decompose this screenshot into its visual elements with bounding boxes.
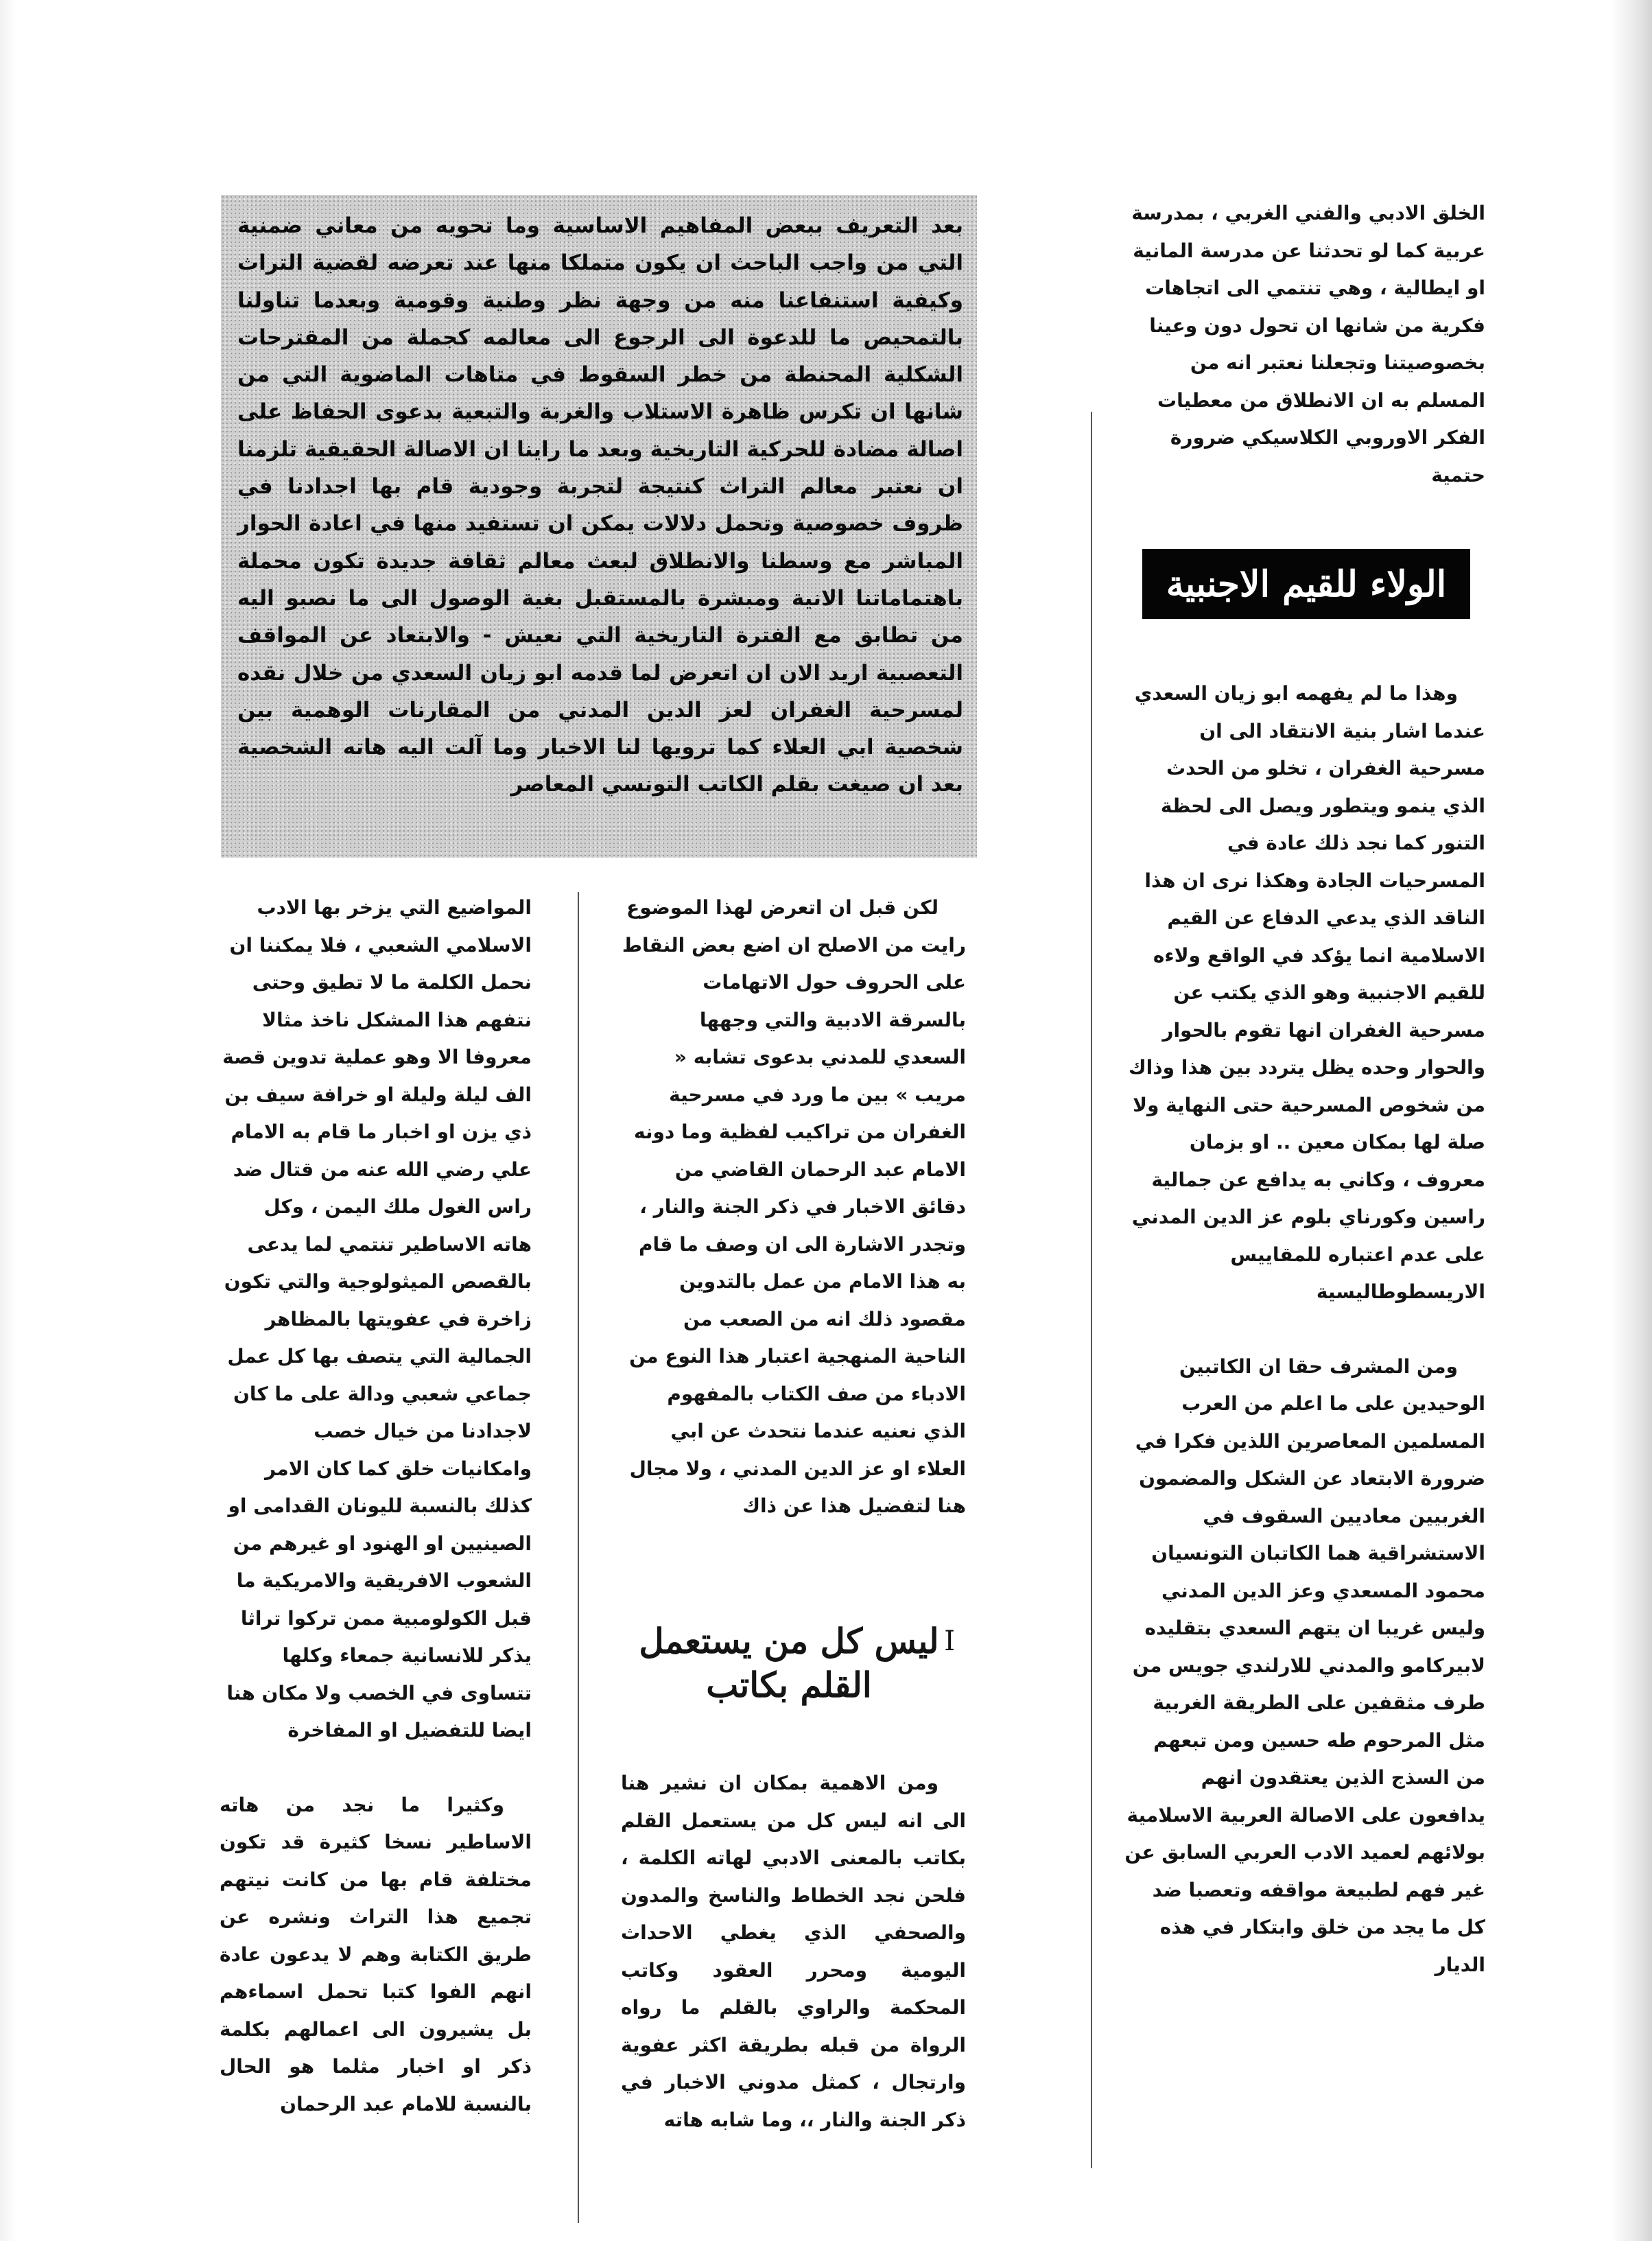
- subheading-number: I: [944, 1626, 955, 1657]
- scan-page-edge: [1611, 0, 1652, 2241]
- right-column-paragraph: وهذا ما لم يفهمه ابو زيان السعدي عندما اشار بنية الانتقاد الى ان مسرحية الغفران ، تخلو من الحدث الذي ينمو ويتطور ويصل الى لحظة التنور كما نجد ذلك عادة في المسرحيات الجادة وهكذا نرى ان هذا الناقد الذي يدعي الدفاع عن القيم الاسلامية انما يؤكد في الواقع ولاءه للقيم الاجنبية وهو الذي يكتب عن مسرحية الغفران انها تقوم بالحوار والحوار وحده يظل يتردد بين هذا وذاك من شخوص المسرحية حتى النهاية ولا صلة لها بمكان معين .. او بزمان معروف ، وكاني به يدافع عن جمالية راسين وكورناي بلوم عز الدين المدني على عدم اعتباره للمقاييس الاريسطوطاليسية: [1129, 682, 1485, 1303]
- shaded-intro-text: بعد التعريف ببعض المفاهيم الاساسية وما تحويه من معاني ضمنية التي من واجب الباحث ان يكون متملكا منها عند تعرضه لقضية التراث وكيفية استنفاعنا منه من وجهة نظر وطنية وقومية وبعدما تناولنا بالتمحيص ما للدعوة الى الرجوع الى معالمه كجملة من المقترحات الشكلية المحنطة من خطر السقوط في متاهات الماضوية التي من شانها ان تكرس ظاهرة الاستلاب والغربة والتبعية بدعوى الحفاظ على اصالة مضادة للحركية التاريخية وبعد ما راينا ان الاصالة الحقيقية تلزمنا ان نعتبر معالم التراث كنتيجة لتجربة وجودية قام بها اجدادنا في ظروف خصوصية وتحمل دلالات يمكن ان تستفيد منها في اعادة الحوار المباشر مع وسطنا والانطلاق لبعث معالم ثقافة جديدة تكون محملة باهتماماتنا الانية ومبشرة بالمستقبل بغية الوصول الى ما نصبو اليه من تطابق مع الفترة التاريخية التي نعيش - والابتعاد عن المواقف التعصبية اريد الان ان اتعرض لما قدمه ابو زيان السعدي من خلال نقده لمسرحية الغفران لعز الدين المدني من المقارنات الوهمية بين شخصية ابي العلاء كما ترويها لنا الاخبار وما آلت اليه هاته الشخصية بعد ان صيغت بقلم الكاتب التونسي المعاصر: [237, 213, 963, 797]
- subheading-text: ليس كل من يستعمل القلم بكاتب: [639, 1621, 939, 1705]
- right-column-intro: الخلق الادبي والفني الغربي ، بمدرسة عربية كما لو تحدثنا عن مدرسة المانية او ايطالية ، وهي تنتمي الى اتجاهات فكرية من شانها ان تحول دون وعينا بخصوصيتنا وتجعلنا نعتبر انه من المسلم به ان الانطلاق من معطيات الفكر الاوروبي الكلاسيكي ضرورة حتمية: [1131, 202, 1485, 486]
- left-column-paragraph: المواضيع التي يزخر بها الادب الاسلامي الشعبي ، فلا يمكننا ان نحمل الكلمة ما لا تطيق وحتى نتفهم هذا المشكل ناخذ مثالا معروفا الا وهو عملية تدوين قصة الف ليلة وليلة او خرافة سيف بن ذي يزن او اخبار ما قام به الامام علي رضي الله عنه من قتال ضد راس الغول ملك اليمن ، وكل هاته الاساطير تنتمي لما يدعى بالقصص الميثولوجية والتي تكون زاخرة في عفويتها بالمظاهر الجمالية التي يتصف بها كل عمل جماعي شعبي ودالة على ما كان لاجدادنا من خيال خصب وامكانيات خلق كما كان الامر كذلك بالنسبة لليونان القدامى او الصينيين او الهنود او غيرهم من الشعوب الافريقية والامريكية ما قبل الكولومبية ممن تركوا تراثا يذكر للانسانية جمعاء وكلها تتساوى في الخصب ولا مكان هنا ايضا للتفضيل او المفاخرة: [222, 896, 532, 1741]
- middle-column-paragraph: لكن قبل ان اتعرض لهذا الموضوع رايت من الاصلح ان اضع بعض النقاط على الحروف حول الاتهامات بالسرقة الادبية والتي وجهها السعدي للمدني بدعوى تشابه « مريب » بين ما ورد في مسرحية الغفران من تراكيب لفظية وما دونه الامام عبد الرحمان القاضي من دقائق الاخبار في ذكر الجنة والنار ، وتجدر الاشارة الى ان وصف ما قام به هذا الامام من عمل بالتدوين مقصود ذلك انه من الصعب من الناحية المنهجية اعتبار هذا النوع من الادباء من صف الكتاب بالمفهوم الذي نعنيه عندما نتحدث عن ابي العلاء او عز الدين المدني ، ولا مجال هنا لتفضيل هذا عن ذاك: [622, 896, 966, 1517]
- column-divider: [1091, 412, 1092, 2168]
- left-column: [220, 889, 532, 2123]
- column-divider: [578, 892, 579, 2223]
- subheading-pen-writer: [617, 1619, 960, 1707]
- section-heading-foreign-values: الولاء للقيم الاجنبية: [1142, 549, 1470, 619]
- right-column: [1118, 195, 1485, 494]
- right-column-body: [1118, 675, 1485, 1984]
- scan-left-margin: [0, 0, 16, 2241]
- right-column-paragraph: ومن المشرف حقا ان الكاتبين الوحيدين على ما اعلم من العرب المسلمين المعاصرين اللذين فكرا في ضرورة الابتعاد عن الشكل والمضمون الغربيين معاديين السقوف في الاستشراقية هما الكاتبان التونسيان محمود المسعدي وعز الدين المدني وليس غريبا ان يتهم السعدي بتقليده لابيركامو والمدني للارلندي جويس من طرف مثقفين على الطريقة الغربية مثل المرحوم طه حسين ومن تبعهم من السذج الذين يعتقدون انهم يدافعون على الاصالة العربية الاسلامية بولائهم لعميد الادب العربي السابق عن غير فهم لطبيعة مواقفه وتعصبا ضد كل ما يجد من خلق وابتكار في هذه الديار: [1124, 1354, 1485, 1976]
- shaded-intro-box: [221, 195, 977, 858]
- middle-column: [621, 889, 966, 1525]
- left-column-paragraph: وكثيرا ما نجد من هاته الاساطير نسخا كثيرة قد تكون مختلفة قام بها من كانت نيتهم تجميع هذا التراث ونشره عن طريق الكتابة وهم لا يدعون عادة انهم الفوا كتبا تحمل اسماءهم بل يشيرون الى اعمالهم بكلمة ذكر او اخبار مثلما هو الحال بالنسبة للامام عبد الرحمان: [220, 1793, 532, 2115]
- middle-column-paragraph: ومن الاهمية بمكان ان نشير هنا الى انه ليس كل من يستعمل القلم بكاتب بالمعنى الادبي لهاته الكلمة ، فلحن نجد الخطاط والناسخ والمدون والصحفي الذي يغطي الاحداث اليومية ومحرر العقود وكاتب المحكمة والراوي بالقلم ما رواه الرواة من قبله بطريقة اكثر عفوية وارتجال ، كمثل مدوني الاخبار في ذكر الجنة والنار ،، وما شابه هاته: [621, 1772, 966, 2131]
- middle-column-lower: [621, 1765, 966, 2139]
